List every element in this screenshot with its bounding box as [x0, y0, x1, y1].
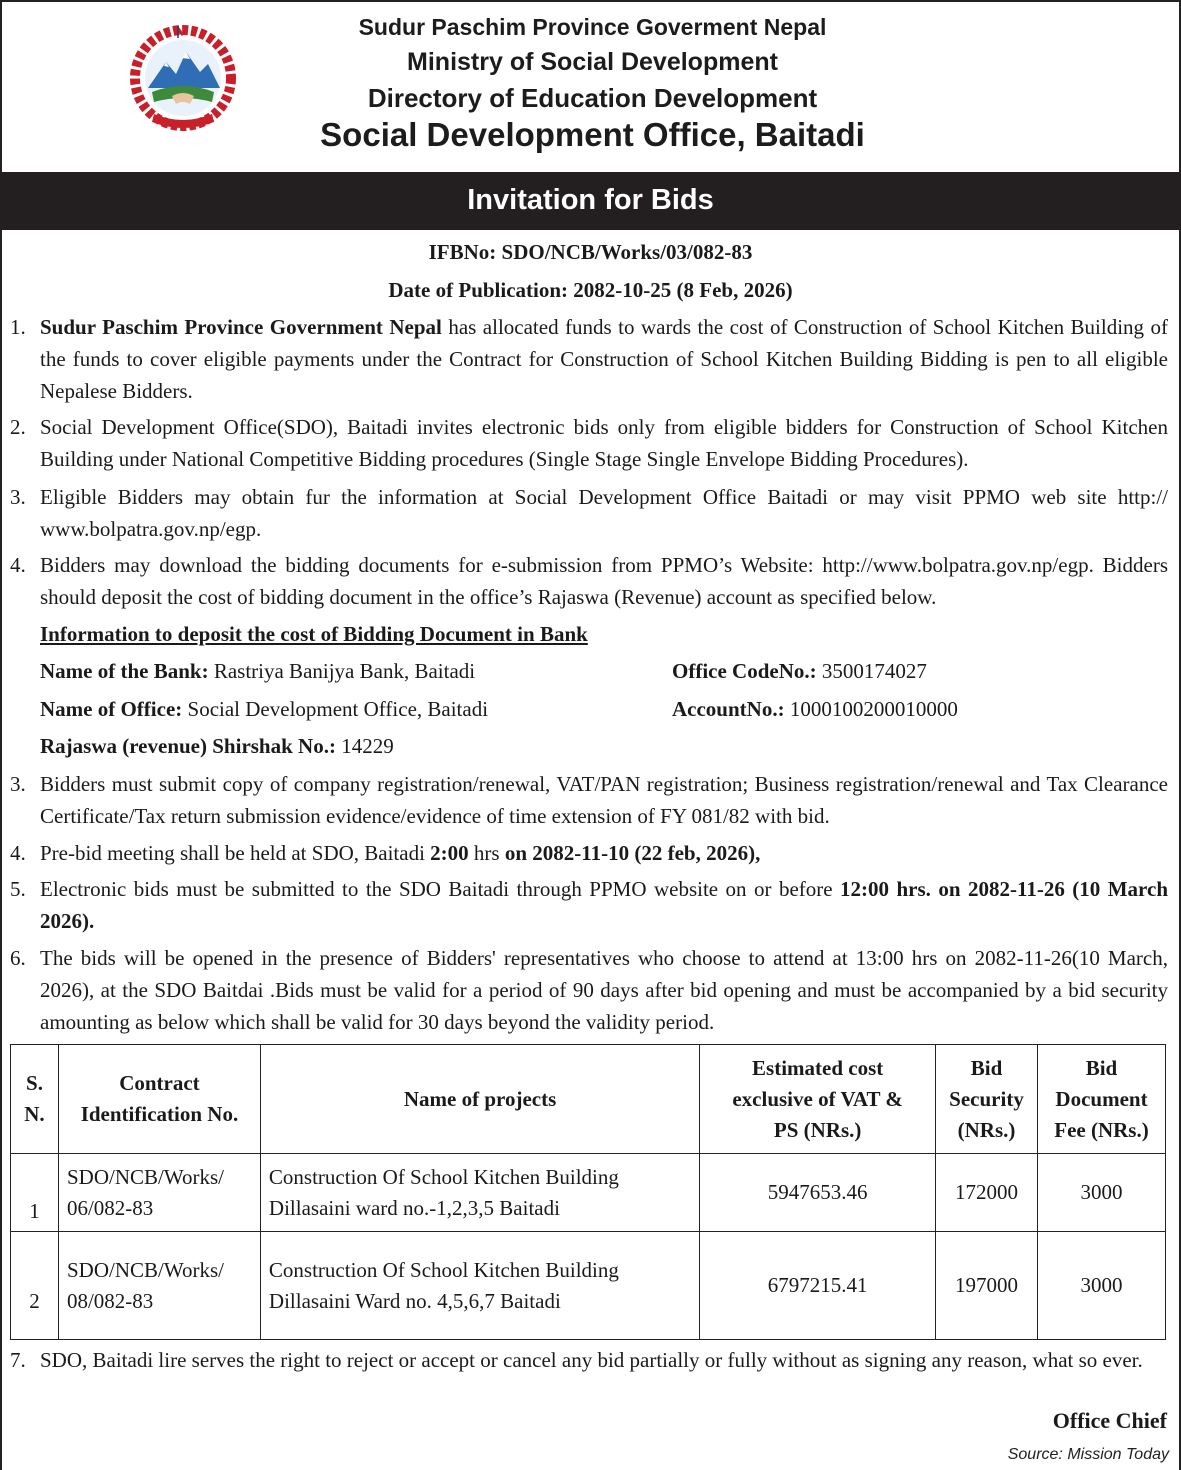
header-document-fee: Bid Document Fee (NRs.) — [1037, 1045, 1165, 1154]
clause-1 — [10, 311, 1168, 407]
cell-document-fee: 3000 — [1037, 1232, 1165, 1340]
submission-deadline: 12:00 hrs. on 2082-11-26 (10 March 2026). — [40, 877, 1168, 933]
clause-6 — [10, 837, 1168, 869]
clause-number: 3. — [10, 772, 26, 796]
rajaswa-value: 14229 — [335, 734, 394, 758]
clause-4 — [10, 549, 1168, 613]
publication-date: Date of Publication: 2082-10-25 (8 Feb, 2026) — [388, 278, 793, 302]
office-code-row — [672, 656, 927, 686]
clause-text: Electronic bids must be submitted to the SDO Baitadi through PPMO website on or before — [40, 877, 841, 901]
cell-sn: 2 — [11, 1232, 59, 1340]
clause-number: 7. — [10, 1348, 26, 1372]
cell-estimated-cost: 5947653.46 — [700, 1154, 936, 1232]
invitation-banner: Invitation for Bids — [0, 172, 1181, 230]
meeting-date: on 2082-11-10 (22 feb, 2026), — [504, 841, 761, 865]
rajaswa-label: Rajaswa (revenue) Shirshak No.: — [40, 734, 336, 758]
clause-text: SDO, Baitadi lire serves the right to reject or accept or cancel any bid partially or fully without as signing any reason, what so ever. — [40, 1348, 1143, 1372]
cell-project-name: Construction Of School Kitchen Building Dillasaini ward no.-1,2,3,5 Baitadi — [260, 1154, 699, 1232]
meeting-time: 2:00 — [430, 841, 469, 865]
ministry-name: Ministry of Social Development — [407, 48, 778, 76]
table-row — [11, 1154, 1166, 1232]
table-row — [11, 1232, 1166, 1340]
account-no-row — [672, 694, 958, 724]
signatory-title: Office Chief — [1052, 1408, 1167, 1433]
office-name-value: Social Development Office, Baitadi — [182, 697, 489, 721]
clause-text: Bidders must submit copy of company registration/renewal, VAT/PAN registration; Business registration/renewal and Tax Clearance Certificate/Tax return submission evidence/evidence of time extension of FY 081/82 with bid. — [40, 772, 1168, 828]
clause-3 — [10, 481, 1168, 545]
cell-project-name: Construction Of School Kitchen Building Dillasaini Ward no. 4,5,6,7 Baitadi — [260, 1232, 699, 1340]
province-name: Sudur Paschim Province Goverment Nepal — [358, 14, 827, 40]
header-project-name: Name of projects — [260, 1045, 699, 1154]
clause-bold-text: Sudur Paschim Province Government Nepal — [40, 315, 442, 339]
bank-name-row — [40, 656, 475, 686]
office-name-label: Name of Office: — [40, 697, 183, 721]
clause-5 — [10, 768, 1168, 832]
clause-text-2: hrs — [468, 841, 505, 865]
clause-number: 5. — [10, 877, 26, 901]
clause-number: 6. — [10, 946, 26, 970]
clause-2 — [10, 411, 1168, 475]
header-estimated-cost: Estimated cost exclusive of VAT & PS (NRs.) — [700, 1045, 936, 1154]
directory-name: Directory of Education Development — [367, 83, 818, 113]
office-name-row — [40, 694, 488, 724]
header-bid-security: Bid Security (NRs.) — [936, 1045, 1038, 1154]
clause-text: Bidders may download the bidding documents for e-submission from PPMO’s Website: http://www.bolpatra.gov.np/egp. Bidders should deposit the cost of bidding document in the office’s Rajaswa (Revenue) account as specified below. — [40, 553, 1168, 609]
cell-document-fee: 3000 — [1037, 1154, 1165, 1232]
cell-sn: 1 — [11, 1154, 59, 1232]
clause-text: has allocated funds to wards the cost of Construction of School Kitchen Building of the funds to cover eligible payments under the Contract for Construction of School Kitchen Building Bidding is pen to all eligible Nepalese Bidders. — [40, 315, 1168, 403]
bid-projects-table — [10, 1044, 1166, 1340]
source-credit: Source: Mission Today — [1007, 1446, 1169, 1463]
clause-9 — [10, 1344, 1168, 1376]
cell-bid-security: 197000 — [936, 1232, 1038, 1340]
cell-estimated-cost: 6797215.41 — [700, 1232, 936, 1340]
clause-number: 1. — [10, 315, 26, 339]
cell-contract-id: SDO/NCB/Works/ 06/082-83 — [58, 1154, 260, 1232]
clause-text: Pre-bid meeting shall be held at SDO, Baitadi — [40, 841, 431, 865]
clause-text: Social Development Office(SDO), Baitadi invites electronic bids only from eligible bidders for Construction of School Kitchen Building under National Competitive Bidding procedures (Single Stage Single Envelope Bidding Procedures). — [40, 415, 1168, 471]
office-code-label: Office CodeNo.: — [672, 659, 817, 683]
table-header-row — [11, 1045, 1166, 1154]
office-name: Social Development Office, Baitadi — [320, 116, 865, 153]
bank-info-title: Information to deposit the cost of Bidding Document in Bank — [40, 622, 588, 646]
office-code-value: 3500174027 — [816, 659, 927, 683]
clause-number: 3. — [10, 485, 26, 509]
account-no-label: AccountNo.: — [672, 697, 785, 721]
clause-text: The bids will be opened in the presence of Bidders' representatives who choose to attend at 13:00 hrs on 2082-11-26(10 March, 2026), at the SDO Baitdai .Bids must be valid for a period of 90 days after bid opening and must be accompanied by a bid security amounting as below which shall be valid for 30 days beyond the validity period. — [40, 946, 1168, 1034]
clause-7 — [10, 873, 1168, 937]
notice-header — [0, 0, 1181, 172]
clause-8 — [10, 942, 1168, 1038]
cell-contract-id: SDO/NCB/Works/ 08/082-83 — [58, 1232, 260, 1340]
header-contract-id: Contract Identification No. — [58, 1045, 260, 1154]
cell-bid-security: 172000 — [936, 1154, 1038, 1232]
bank-name-label: Name of the Bank: — [40, 659, 209, 683]
account-no-value: 1000100200010000 — [784, 697, 958, 721]
clause-text: Eligible Bidders may obtain fur the information at Social Development Office Baitadi or may visit PPMO web site http:// www.bolpatra.gov.np/egp. — [40, 485, 1168, 541]
clause-number: 4. — [10, 841, 26, 865]
clause-number: 2. — [10, 415, 26, 439]
clause-number: 4. — [10, 553, 26, 577]
ifb-number: IFBNo: SDO/NCB/Works/03/082-83 — [428, 240, 753, 264]
rajaswa-row — [40, 731, 394, 761]
header-sn: S. N. — [11, 1045, 59, 1154]
bank-name-value: Rastriya Banijya Bank, Baitadi — [208, 659, 476, 683]
